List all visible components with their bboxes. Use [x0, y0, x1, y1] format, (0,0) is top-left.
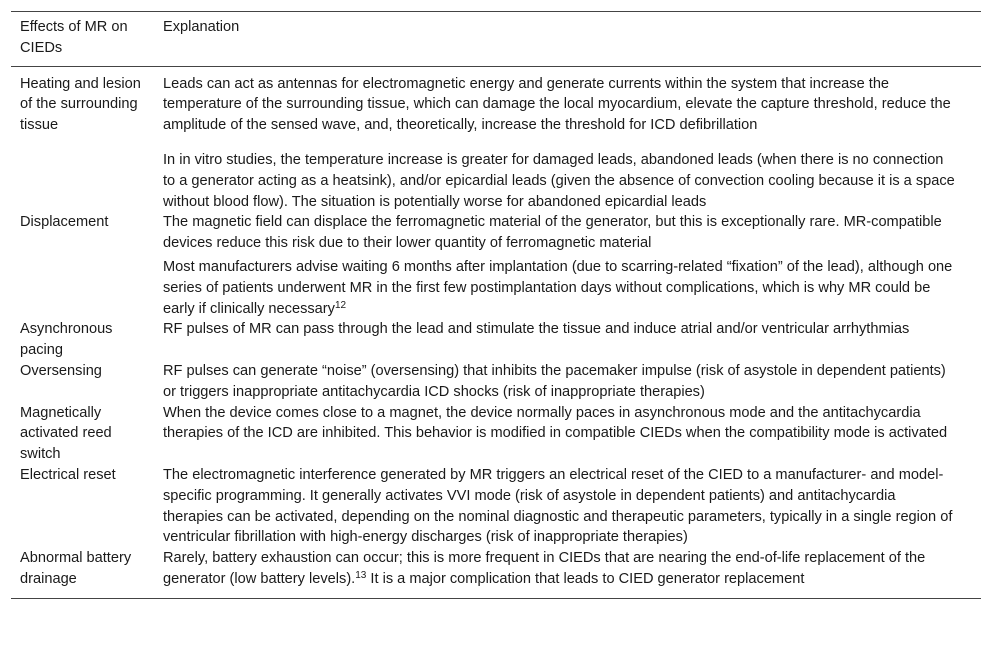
- header-row: [11, 12, 981, 67]
- explanation-cell: [153, 548, 981, 598]
- effect-cell: Electrical reset: [20, 466, 116, 483]
- explanation-text: Most manufacturers advise waiting 6 months after implantation (due to scarring-related “fixation” of the lead), although one series of patients underwent MR in the first few postimplantation days without complications, which is why MR could be early if clinically necessary: [163, 258, 953, 317]
- table-row: [11, 465, 981, 548]
- table-row: [11, 319, 981, 361]
- effects-table: [11, 11, 981, 599]
- explanation-cell: [153, 66, 981, 212]
- effect-cell: Magnetically activated reed switch: [20, 404, 112, 463]
- explanation-paragraph: [163, 257, 957, 319]
- table-row: [11, 66, 981, 212]
- explanation-paragraph: Leads can act as antennas for electromagnetic energy and generate currents within the system that increase the temperature of the surrounding tissue, which can damage the local myocardium, elevate the capture threshold, reduce the amplitude of the sensed wave, and, theoretically, increase the threshold for ICD defibrillation: [163, 75, 951, 134]
- table-header: [11, 12, 981, 67]
- effect-cell: Displacement: [20, 214, 109, 231]
- explanation-text: Rarely, battery exhaustion can occur; this is more frequent in CIEDs that are nearing the end-of-life replacement of the generator (low battery levels).: [163, 550, 926, 587]
- effect-cell: Asynchronous pacing: [20, 321, 113, 359]
- explanation-paragraph: The magnetic field can displace the ferromagnetic material of the generator, but this is exceptionally rare. MR-compatible devices reduce this risk due to their lower quantity of ferromagnetic material: [163, 214, 942, 252]
- effect-cell: Oversensing: [20, 362, 102, 379]
- explanation-cell: When the device comes close to a magnet, the device normally paces in asynchronous mode and the antitachycardia therapies of the ICD are inhibited. This behavior is modified in compatible CIEDs when the compatibility mode is activated: [163, 404, 948, 442]
- table-body: [11, 66, 981, 598]
- effects-table-container: [11, 11, 981, 599]
- reference-superscript: 13: [355, 569, 367, 581]
- effect-cell: Abnormal battery drainage: [20, 550, 132, 587]
- explanation-cell: RF pulses of MR can pass through the lead and stimulate the tissue and induce atrial and/or ventricular arrhythmias: [163, 321, 910, 338]
- table-row: [11, 361, 981, 403]
- table-row: [11, 548, 981, 598]
- effect-cell: Heating and lesion of the surrounding tissue: [20, 75, 141, 134]
- explanation-cell: The electromagnetic interference generated by MR triggers an electrical reset of the CIED to a manufacturer- and model-specific programming. It generally activates VVI mode (risk of asystole in dependent patients) and antitachycardia therapies can be activated, depending on the nominal diagnostic and therapeutic parameters, typically in a single region of ventricular fibrillation with high-energy discharges (risk of inappropriate therapies): [163, 466, 953, 546]
- header-explanation: Explanation: [163, 19, 240, 35]
- explanation-cell: RF pulses can generate “noise” (oversensing) that inhibits the pacemaker impulse (risk of asystole in dependent patients) or triggers inappropriate antitachycardia ICD shocks (risk of inappropriate therapies): [163, 362, 946, 400]
- header-effect: Effects of MR on CIEDs: [20, 19, 128, 56]
- explanation-paragraph: In in vitro studies, the temperature increase is greater for damaged leads, abandoned leads (when there is no connection to a generator acting as a heatsink), and/or epicardial leads (given the absence of convection cooling because it is a space without blood flow). The situation is potentially worse for abandoned epicardial leads: [163, 151, 955, 210]
- explanation-cell: [153, 212, 981, 319]
- table-row: [11, 212, 981, 319]
- explanation-text: It is a major complication that leads to CIED generator replacement: [366, 570, 805, 587]
- reference-superscript: 12: [334, 299, 347, 311]
- table-row: [11, 403, 981, 465]
